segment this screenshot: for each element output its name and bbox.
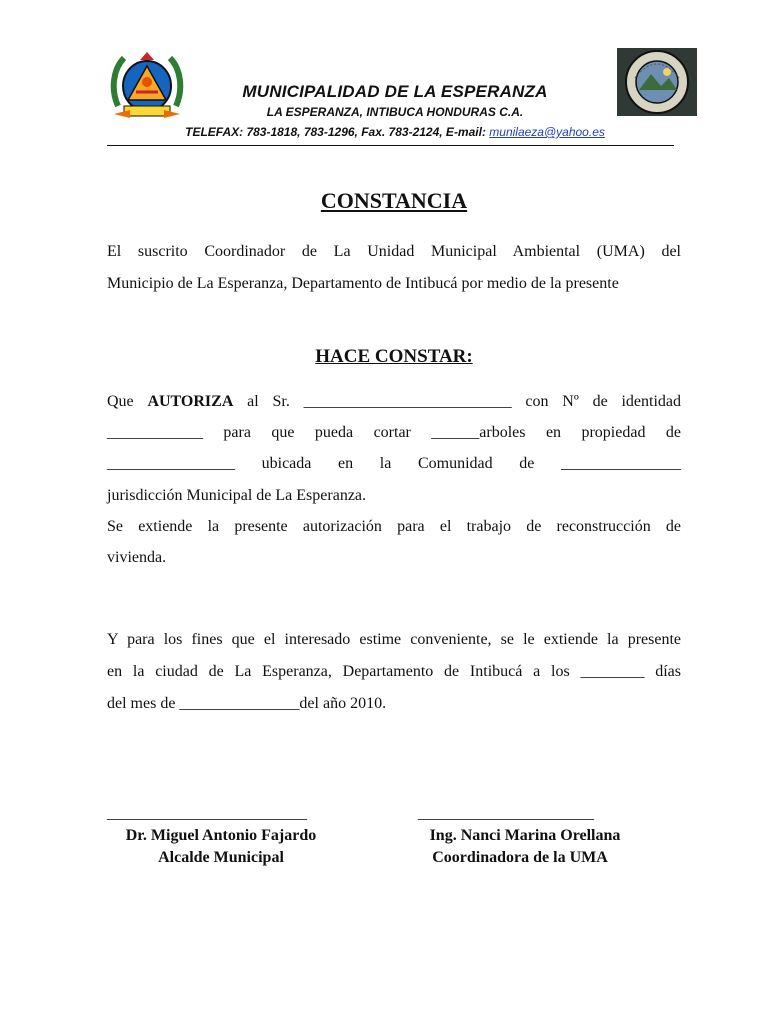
body-line-3: ________________ ubicada en la Comunidad de _______________	[107, 455, 681, 472]
section-title: HACE CONSTAR:	[315, 346, 473, 367]
body-line-1-prefix: Que	[107, 393, 148, 410]
authorizes-word: AUTORIZA	[147, 393, 234, 410]
closing-line-2: en la ciudad de La Esperanza, Departamento de Intibucá a los ________ días	[107, 663, 681, 680]
closing-line-3: del mes de _______________del año 2010.	[107, 695, 387, 712]
intro-line-2: Municipio de La Esperanza, Departamento de Intibucá por medio de la presente	[107, 275, 619, 292]
signature-line-left: _________________________	[107, 805, 307, 822]
contact-info	[110, 125, 680, 139]
signer-role-left: Alcalde Municipal	[158, 849, 284, 866]
body-line-6: vivienda.	[107, 549, 167, 566]
body-line-4: jurisdicción Municipal de La Esperanza.	[107, 487, 367, 504]
signer-role-right: Coordinadora de la UMA	[432, 849, 608, 866]
header-divider	[107, 145, 674, 146]
body-line-5: Se extiende la presente autorización para el trabajo de reconstrucción de	[107, 518, 681, 535]
body-line-2: ____________ para que pueda cortar ______arboles en propiedad de	[107, 424, 681, 441]
contact-phones: TELEFAX: 783-1818, 783-1296, Fax. 783-2124, E-mail:	[185, 125, 490, 139]
signer-name-left: Dr. Miguel Antonio Fajardo	[125, 827, 317, 844]
body-line-1	[107, 392, 681, 412]
document-title: CONSTANCIA	[320, 188, 468, 213]
intro-line-1: El suscrito Coordinador de La Unidad Municipal Ambiental (UMA) del	[107, 243, 681, 260]
email-link[interactable]: munilaeza@yahoo.es	[489, 125, 605, 139]
signer-name-right: Ing. Nanci Marina Orellana	[429, 827, 621, 844]
closing-line-1: Y para los fines que el interesado estime conveniente, se le extiende la presente	[107, 631, 681, 648]
municipality-address: LA ESPERANZA, INTIBUCA HONDURAS C.A.	[266, 105, 524, 119]
body-line-1-rest: al Sr. __________________________ con Nº de identidad	[233, 393, 681, 410]
signature-line-right: ______________________	[418, 805, 594, 822]
municipality-title: MUNICIPALIDAD DE LA ESPERANZA	[242, 82, 548, 101]
